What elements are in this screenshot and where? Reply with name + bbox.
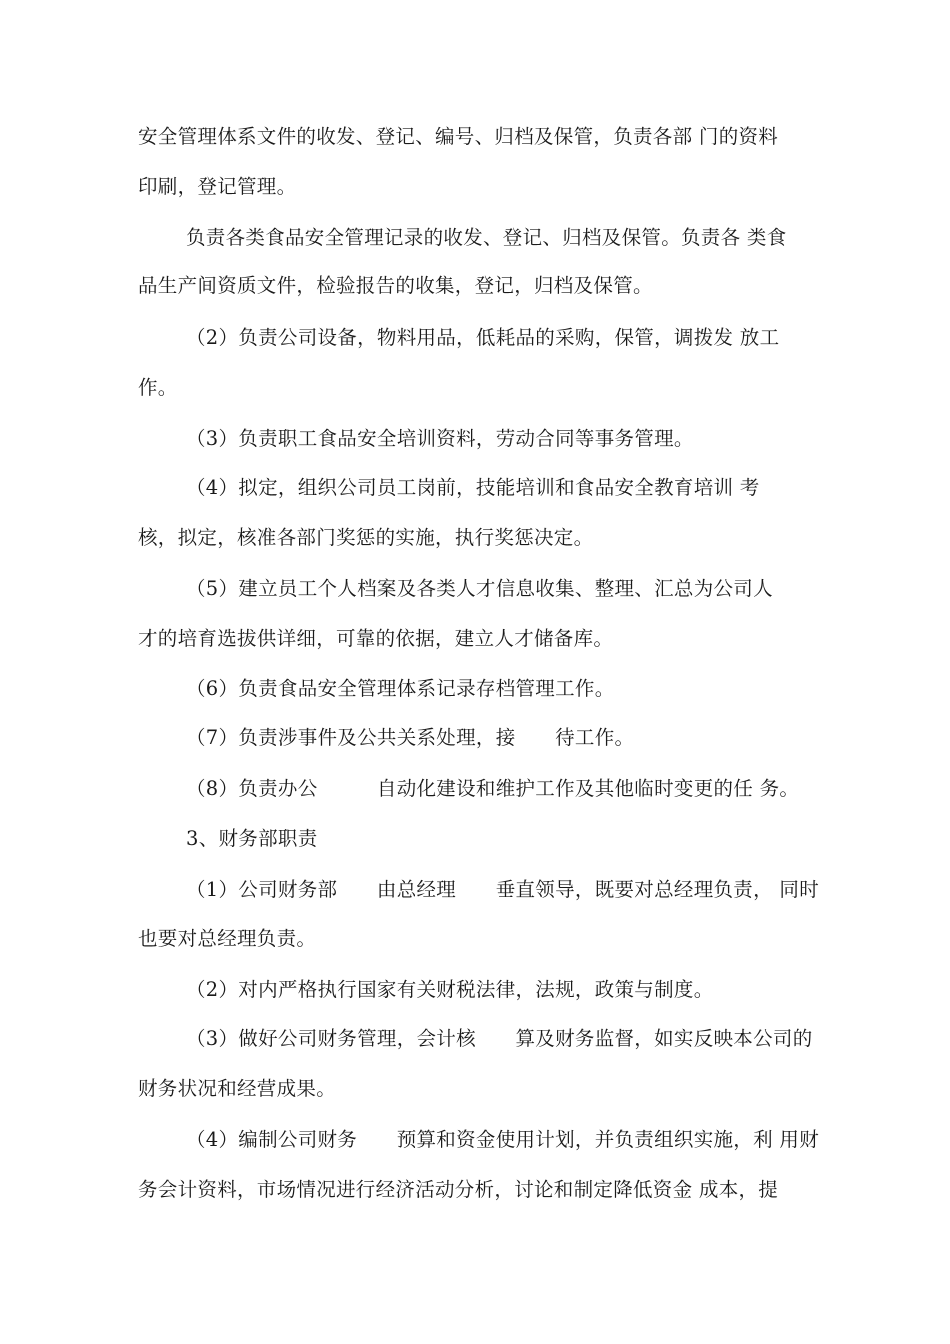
text-line: 财务状况和经营成果。 — [138, 1077, 337, 1100]
text-line: 负责各类食品安全管理记录的收发、登记、归档及保管。负责各 类食 — [186, 226, 787, 249]
text-line: （1）公司财务部 由总经理 垂直领导，既要对总经理负责， 同时 — [186, 878, 820, 901]
text-line: （7）负责涉事件及公共关系处理，接 待工作。 — [186, 726, 635, 749]
text-line: （5）建立员工个人档案及各类人才信息收集、整理、汇总为公司人 — [186, 577, 773, 600]
text-line: （2）对内严格执行国家有关财税法律，法规，政策与制度。 — [186, 978, 714, 1001]
text-line: 才的培育选拔供详细，可靠的依据，建立人才储备库。 — [138, 627, 614, 650]
text-line: 品生产间资质文件，检验报告的收集，登记，归档及保管。 — [138, 274, 653, 297]
text-line: 也要对总经理负责。 — [138, 927, 317, 950]
text-line: 务会计资料，市场情况进行经济活动分析，讨论和制定降低资金 成本，提 — [138, 1178, 779, 1201]
text-line: （3）负责职工食品安全培训资料，劳动合同等事务管理。 — [186, 427, 694, 450]
text-line: 核，拟定，核准各部门奖惩的实施，执行奖惩决定。 — [138, 526, 594, 549]
text-line: （3）做好公司财务管理，会计核 算及财务监督，如实反映本公司的 — [186, 1027, 813, 1050]
text-line: （8）负责办公 自动化建设和维护工作及其他临时变更的任 务。 — [186, 777, 800, 800]
text-line: 安全管理体系文件的收发、登记、编号、归档及保管，负责各部 门的资料 — [138, 125, 779, 148]
text-line: （4）拟定，组织公司员工岗前，技能培训和食品安全教育培训 考 — [186, 476, 760, 499]
section-heading: 3、财务部职责 — [186, 827, 318, 850]
text-line: （6）负责食品安全管理体系记录存档管理工作。 — [186, 677, 615, 700]
text-line: 印刷，登记管理。 — [138, 175, 297, 198]
text-line: 作。 — [138, 376, 178, 399]
text-line: （4）编制公司财务 预算和资金使用计划，并负责组织实施，利 用财 — [186, 1128, 820, 1151]
text-line: （2）负责公司设备，物料用品，低耗品的采购，保管，调拨发 放工 — [186, 326, 780, 349]
